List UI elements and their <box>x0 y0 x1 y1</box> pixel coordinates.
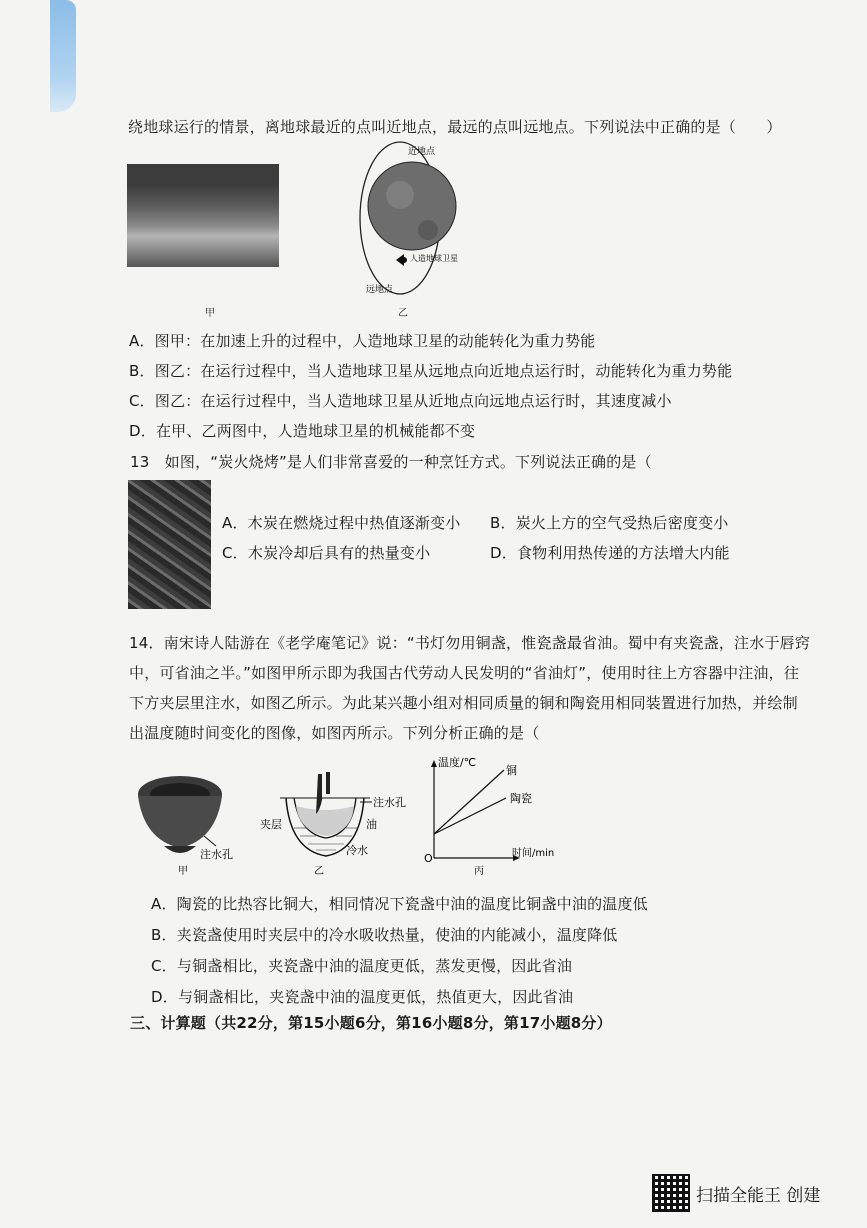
rocket-launch-photo <box>127 164 279 267</box>
earth-shading-2 <box>418 220 438 240</box>
jiaceng-label: 夹层 <box>260 818 282 831</box>
oil-label: 油 <box>366 818 377 831</box>
fig14-bing-caption: 丙 <box>474 866 484 877</box>
q14-option-a: A．陶瓷的比热容比铜大，相同情况下瓷盏中油的温度比铜盏中油的温度低 <box>151 895 648 913</box>
q14-option-c: C．与铜盏相比，夹瓷盏中油的温度更低，蒸发更慢，因此省油 <box>151 957 573 975</box>
orbit-arrow <box>396 254 404 266</box>
lamp-cross-section <box>260 770 410 880</box>
q12-intro: 绕地球运行的情景，离地球最近的点叫近地点，最远的点叫远地点。下列说法中正确的是（ ） <box>128 118 782 136</box>
oil-lamp-photo <box>134 770 246 880</box>
x-axis-label: 时间/min <box>512 848 555 859</box>
qr-code-icon <box>652 1174 690 1212</box>
q13-stem: 13 如图，“炭火烧烤”是人们非常喜爱的一种烹饪方式。下列说法正确的是（ <box>130 453 652 471</box>
earth-globe <box>368 162 456 250</box>
oil-fill <box>296 806 354 836</box>
ceramic-line <box>434 798 506 834</box>
section-3-heading: 三、计算题（共22分，第15小题6分，第16小题8分，第17小题8分） <box>130 1014 612 1032</box>
q12-option-a: A．图甲：在加速上升的过程中，人造地球卫星的动能转化为重力势能 <box>129 332 596 350</box>
q14-option-b: B．夹瓷盏使用时夹层中的冷水吸收热量，使油的内能减小，温度降低 <box>151 926 618 944</box>
q13-option-b: B．炭火上方的空气受热后密度变小 <box>490 514 729 532</box>
q14-line-1: 14．南宋诗人陆游在《老学庵笔记》说：“书灯勿用铜盏，惟瓷盏最省油。蜀中有夹瓷盏，注水于唇窍 <box>129 634 811 652</box>
earth-orbit-diagram <box>352 140 492 300</box>
satellite-label: 人造地球卫星 <box>410 254 458 263</box>
lamp-pointer <box>204 836 216 846</box>
near-point-label: 近地点 <box>408 147 436 157</box>
ceramic-series-label: 陶瓷 <box>510 792 532 805</box>
lamp-base <box>164 846 196 853</box>
q14-line-3: 下方夹层里注水，如图乙所示。为此某兴趣小组对相同质量的铜和陶瓷用相同装置进行加热，并绘制 <box>129 694 798 712</box>
charcoal-bbq-photo <box>128 480 211 609</box>
fig14-yi-caption: 乙 <box>314 866 324 877</box>
far-point-label: 远地点 <box>366 285 394 295</box>
copper-series-label: 铜 <box>506 764 517 777</box>
wick-2 <box>326 772 330 794</box>
blue-tape-mark <box>50 0 76 112</box>
fig12-jia-caption: 甲 <box>205 308 215 319</box>
origin-label: O <box>424 852 433 865</box>
q13-option-a: A．木炭在燃烧过程中热值逐渐变小 <box>222 514 461 532</box>
wick <box>316 774 322 814</box>
cold-water-label: 冷水 <box>346 844 368 857</box>
copper-line <box>434 770 504 834</box>
fig12-yi-caption: 乙 <box>398 308 408 319</box>
q13-option-c: C．木炭冷却后具有的热量变小 <box>222 544 431 562</box>
fig14-jia-caption: 甲 <box>178 866 188 877</box>
scanner-watermark: 扫描全能王 创建 <box>696 1186 821 1206</box>
lamp-hole-label: 注水孔 <box>200 848 233 861</box>
q12-option-b: B．图乙：在运行过程中，当人造地球卫星从远地点向近地点运行时，动能转化为重力势能 <box>129 362 733 380</box>
q14-option-d: D．与铜盏相比，夹瓷盏中油的温度更低，热值更大，因此省油 <box>151 988 574 1006</box>
q12-option-c: C．图乙：在运行过程中，当人造地球卫星从近地点向远地点运行时，其速度减小 <box>129 392 672 410</box>
earth-shading <box>386 181 414 209</box>
zhushui-label: 注水孔 <box>373 796 406 809</box>
q14-line-4: 出温度随时间变化的图像，如图丙所示。下列分析正确的是（ <box>129 724 540 742</box>
q12-option-d: D．在甲、乙两图中，人造地球卫星的机械能都不变 <box>129 422 476 440</box>
y-axis-arrow <box>431 760 437 767</box>
y-axis-label: 温度/℃ <box>438 756 477 769</box>
q13-option-d: D．食物利用热传递的方法增大内能 <box>490 544 730 562</box>
q14-line-2: 中，可省油之半。”如图甲所示即为我国古代劳动人民发明的“省油灯”，使用时往上方容器中注油，往 <box>129 664 800 682</box>
temperature-time-graph <box>424 754 564 878</box>
